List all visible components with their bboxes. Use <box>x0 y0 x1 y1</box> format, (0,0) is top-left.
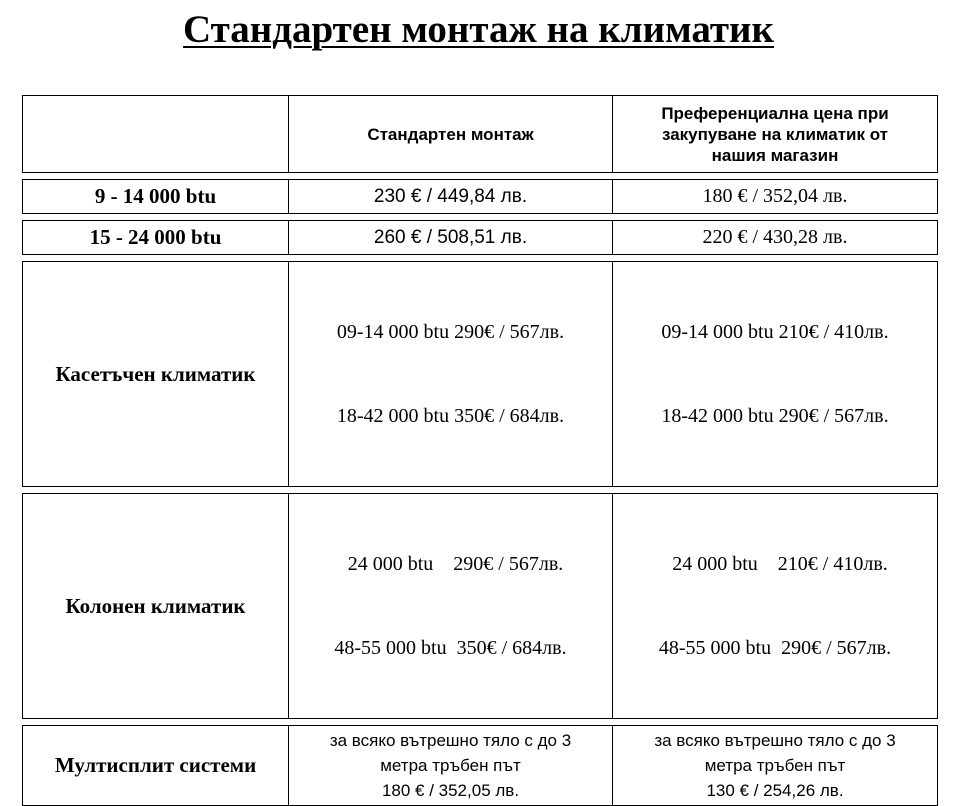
preferential-price: за всяко вътрешно тяло с до 3 метра тръбен път 130 € / 254,26 лв. <box>613 726 938 806</box>
preferential-price: 09-14 000 btu 210€ / 410лв. 18-42 000 btu 290€ / 567лв. <box>613 262 938 487</box>
table-header-row <box>23 96 938 173</box>
row-label: Колонен климатик <box>23 494 289 719</box>
table-row <box>23 221 938 255</box>
standard-price: 260 € / 508,51 лв. <box>289 221 613 255</box>
table-row <box>23 726 938 806</box>
row-label: Касетъчен климатик <box>23 262 289 487</box>
preferential-price: 220 € / 430,28 лв. <box>613 221 938 255</box>
price-table <box>22 95 938 806</box>
standard-price: за всяко вътрешно тяло с до 3 метра тръбен път 180 € / 352,05 лв. <box>289 726 613 806</box>
page-title: Стандартен монтаж на климатик <box>183 8 774 51</box>
header-empty-cell <box>23 96 289 173</box>
preferential-price: 24 000 btu 210€ / 410лв. 48-55 000 btu 290€ / 567лв. <box>613 494 938 719</box>
row-label: Мултисплит системи <box>23 726 289 806</box>
standard-price: 230 € / 449,84 лв. <box>289 180 613 214</box>
row-label: 15 - 24 000 btu <box>23 221 289 255</box>
table-row <box>23 262 938 487</box>
header-preferential: Преференциална цена при закупуване на климатик от нашия магазин <box>613 96 938 173</box>
standard-price: 09-14 000 btu 290€ / 567лв. 18-42 000 btu 350€ / 684лв. <box>289 262 613 487</box>
table-row <box>23 494 938 719</box>
standard-price: 24 000 btu 290€ / 567лв. 48-55 000 btu 350€ / 684лв. <box>289 494 613 719</box>
header-standard: Стандартен монтаж <box>289 96 613 173</box>
table-row <box>23 180 938 214</box>
row-label: 9 - 14 000 btu <box>23 180 289 214</box>
preferential-price: 180 € / 352,04 лв. <box>613 180 938 214</box>
